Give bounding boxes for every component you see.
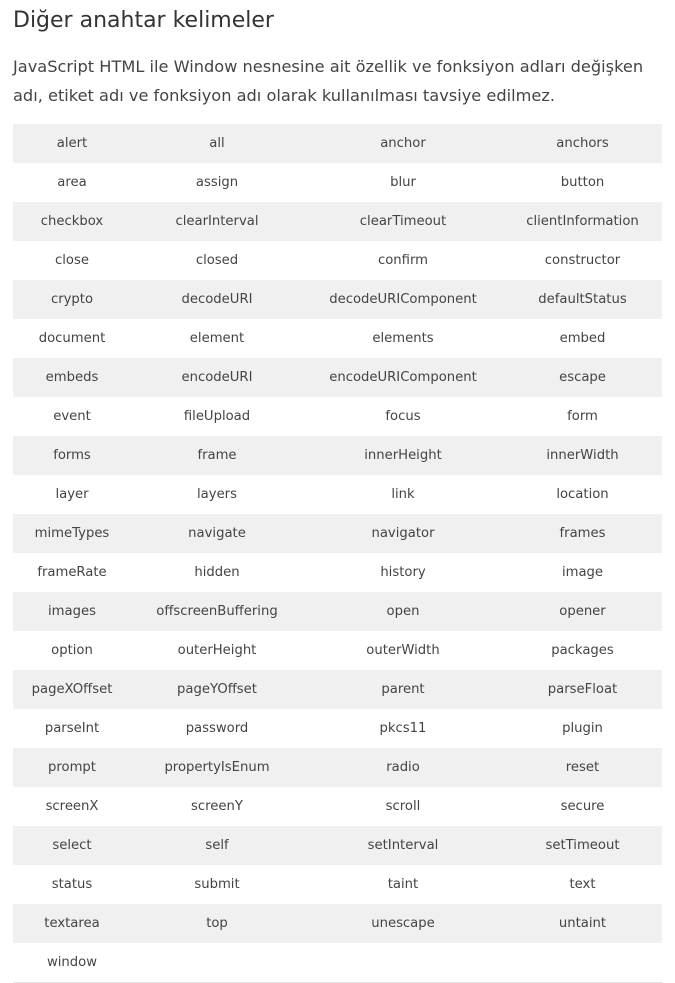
keyword-cell: password	[131, 709, 303, 748]
keyword-cell: scroll	[303, 787, 503, 826]
keyword-cell: mimeTypes	[13, 514, 131, 553]
table-row	[13, 475, 662, 514]
keyword-cell: option	[13, 631, 131, 670]
keyword-cell: document	[13, 319, 131, 358]
section-heading: Diğer anahtar kelimeler	[13, 8, 274, 33]
table-row	[13, 202, 662, 241]
keyword-cell: unescape	[303, 904, 503, 943]
keyword-cell: frameRate	[13, 553, 131, 592]
table-row	[13, 787, 662, 826]
table-row	[13, 826, 662, 865]
keyword-cell: embeds	[13, 358, 131, 397]
keyword-cell: pkcs11	[303, 709, 503, 748]
keyword-cell: open	[303, 592, 503, 631]
table-row	[13, 943, 662, 983]
table-row	[13, 631, 662, 670]
table-row	[13, 670, 662, 709]
keyword-cell: history	[303, 553, 503, 592]
keyword-cell: link	[303, 475, 503, 514]
keyword-cell: text	[503, 865, 662, 904]
keyword-cell: forms	[13, 436, 131, 475]
keyword-cell: hidden	[131, 553, 303, 592]
keyword-cell: checkbox	[13, 202, 131, 241]
keyword-cell: clearTimeout	[303, 202, 503, 241]
keyword-cell: elements	[303, 319, 503, 358]
keyword-cell: layer	[13, 475, 131, 514]
keyword-cell: parseInt	[13, 709, 131, 748]
table-row	[13, 592, 662, 631]
table-row	[13, 748, 662, 787]
keyword-cell: assign	[131, 163, 303, 202]
keyword-cell: clearInterval	[131, 202, 303, 241]
keyword-cell: area	[13, 163, 131, 202]
keyword-cell: confirm	[303, 241, 503, 280]
keyword-cell: event	[13, 397, 131, 436]
keyword-cell: screenX	[13, 787, 131, 826]
keyword-cell: window	[13, 943, 131, 983]
keyword-cell: outerWidth	[303, 631, 503, 670]
keyword-cell: anchors	[503, 124, 662, 163]
keyword-cell: radio	[303, 748, 503, 787]
table-row	[13, 904, 662, 943]
keyword-cell: parseFloat	[503, 670, 662, 709]
keyword-cell: untaint	[503, 904, 662, 943]
keyword-cell: clientInformation	[503, 202, 662, 241]
keyword-cell: encodeURIComponent	[303, 358, 503, 397]
keyword-cell: top	[131, 904, 303, 943]
keyword-cell: plugin	[503, 709, 662, 748]
keyword-cell: constructor	[503, 241, 662, 280]
table-row	[13, 280, 662, 319]
keyword-cell: alert	[13, 124, 131, 163]
keywords-table	[13, 124, 662, 983]
keyword-cell: prompt	[13, 748, 131, 787]
keyword-cell: image	[503, 553, 662, 592]
keyword-cell	[503, 943, 662, 983]
keyword-cell: frame	[131, 436, 303, 475]
table-row	[13, 124, 662, 163]
keyword-cell: innerHeight	[303, 436, 503, 475]
keyword-cell: button	[503, 163, 662, 202]
keyword-cell: pageYOffset	[131, 670, 303, 709]
keyword-cell: taint	[303, 865, 503, 904]
keyword-cell: status	[13, 865, 131, 904]
keyword-cell: focus	[303, 397, 503, 436]
keyword-cell: self	[131, 826, 303, 865]
keyword-cell: screenY	[131, 787, 303, 826]
table-row	[13, 709, 662, 748]
keyword-cell: offscreenBuffering	[131, 592, 303, 631]
table-row	[13, 397, 662, 436]
keyword-cell: element	[131, 319, 303, 358]
keyword-cell: escape	[503, 358, 662, 397]
keyword-cell: embed	[503, 319, 662, 358]
keyword-cell: anchor	[303, 124, 503, 163]
keyword-cell: parent	[303, 670, 503, 709]
table-row	[13, 436, 662, 475]
table-row	[13, 241, 662, 280]
keyword-cell: all	[131, 124, 303, 163]
keyword-cell: navigate	[131, 514, 303, 553]
keyword-cell: packages	[503, 631, 662, 670]
keyword-cell: close	[13, 241, 131, 280]
keyword-cell: fileUpload	[131, 397, 303, 436]
keyword-cell: closed	[131, 241, 303, 280]
keyword-cell: innerWidth	[503, 436, 662, 475]
keyword-cell: textarea	[13, 904, 131, 943]
table-row	[13, 514, 662, 553]
table-row	[13, 163, 662, 202]
keyword-cell: images	[13, 592, 131, 631]
keyword-cell: location	[503, 475, 662, 514]
table-row	[13, 865, 662, 904]
keyword-cell: reset	[503, 748, 662, 787]
keyword-cell	[131, 943, 303, 983]
keyword-cell: navigator	[303, 514, 503, 553]
keyword-cell: pageXOffset	[13, 670, 131, 709]
keyword-cell: defaultStatus	[503, 280, 662, 319]
intro-paragraph: JavaScript HTML ile Window nesnesine ait özellik ve fonksiyon adları değişken adı, etiket adı ve fonksiyon adı olarak kullanılması tavsiye edilmez.	[13, 57, 644, 105]
keyword-cell: decodeURIComponent	[303, 280, 503, 319]
keyword-cell: form	[503, 397, 662, 436]
keyword-cell: secure	[503, 787, 662, 826]
keyword-cell: setTimeout	[503, 826, 662, 865]
keyword-cell: opener	[503, 592, 662, 631]
keyword-cell: frames	[503, 514, 662, 553]
table-row	[13, 553, 662, 592]
keyword-cell	[303, 943, 503, 983]
keyword-cell: select	[13, 826, 131, 865]
keyword-cell: crypto	[13, 280, 131, 319]
table-row	[13, 319, 662, 358]
keyword-cell: setInterval	[303, 826, 503, 865]
keyword-cell: blur	[303, 163, 503, 202]
keyword-cell: outerHeight	[131, 631, 303, 670]
keyword-cell: submit	[131, 865, 303, 904]
table-row	[13, 358, 662, 397]
keyword-cell: encodeURI	[131, 358, 303, 397]
keyword-cell: layers	[131, 475, 303, 514]
keyword-cell: propertyIsEnum	[131, 748, 303, 787]
keyword-cell: decodeURI	[131, 280, 303, 319]
